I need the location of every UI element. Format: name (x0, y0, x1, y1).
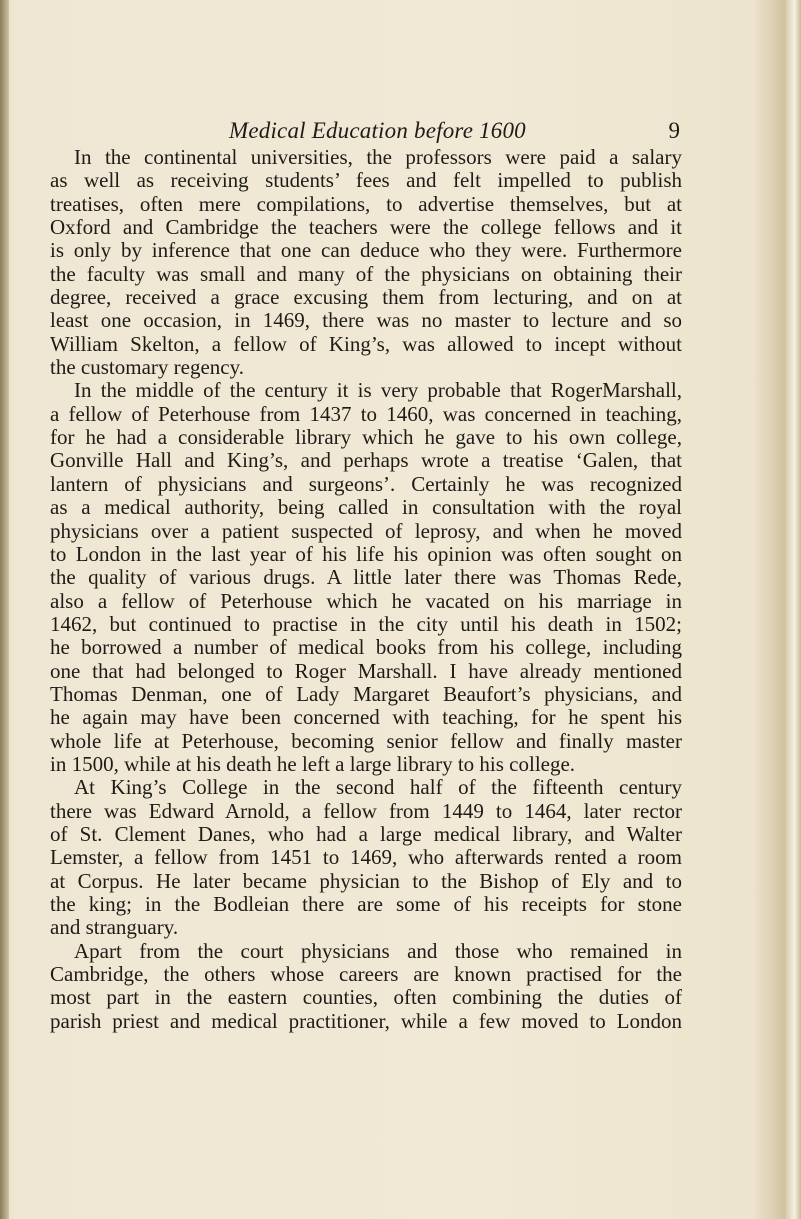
text-line: Cambridge, the others whose careers are known practised for the (50, 962, 682, 987)
text-line: most part in the eastern counties, often combining the duties of (50, 985, 682, 1010)
text-line: the quality of various drugs. A little later there was Thomas Rede, (50, 565, 682, 590)
paragraph (50, 776, 682, 939)
text-line: Apart from the court physicians and those who remained in (74, 938, 682, 963)
text-line: a fellow of Peterhouse from 1437 to 1460, was concerned in teaching, (50, 401, 682, 426)
text-line: At King’s College in the second half of the fifteenth century (74, 775, 682, 800)
text-line: at Corpus. He later became physician to the Bishop of Ely and to (50, 868, 682, 893)
running-head (50, 118, 680, 148)
text-line: In the middle of the century it is very probable that RogerMarshall, (74, 378, 682, 403)
text-line: in 1500, while at his death he left a large library to his college. (50, 751, 576, 776)
text-line: physicians over a patient suspected of leprosy, and when he moved (50, 518, 682, 543)
text-line: is only by inference that one can deduce who they were. Furthermore (50, 238, 682, 263)
text-line: In the continental universities, the professors were paid a salary (74, 145, 682, 169)
text-line: there was Edward Arnold, a fellow from 1449 to 1464, later rector (50, 798, 682, 823)
text-line: Oxford and Cambridge the teachers were the college fellows and it (50, 215, 682, 240)
text-line: parish priest and medical practitioner, while a few moved to London (50, 1008, 682, 1033)
text-line: also a fellow of Peterhouse which he vacated on his marriage in (50, 588, 682, 613)
text-line: to London in the last year of his life his opinion was often sought on (50, 541, 682, 566)
text-line: as well as receiving students’ fees and felt impelled to publish (50, 168, 682, 193)
text-line: Thomas Denman, one of Lady Margaret Beaufort’s physicians, and (50, 681, 682, 706)
text-line: and stranguary. (50, 915, 179, 940)
text-line: he again may have been concerned with teaching, for he spent his (50, 705, 682, 730)
text-line: the faculty was small and many of the physicians on obtaining their (50, 261, 682, 286)
text-line: the king; in the Bodleian there are some of his receipts for stone (50, 892, 682, 916)
text-line: as a medical authority, being called in consultation with the royal (50, 495, 682, 520)
paragraph (50, 940, 682, 1033)
text-line: one that had belonged to Roger Marshall. I have already mentioned (50, 658, 682, 683)
text-line: he borrowed a number of medical books from his college, including (50, 635, 682, 660)
text-line: 1462, but continued to practise in the city until his death in 1502; (50, 611, 682, 636)
text-line: of St. Clement Danes, who had a large medical library, and Walter (50, 821, 682, 846)
text-line: whole life at Peterhouse, becoming senior fellow and finally master (50, 728, 682, 753)
page-number: 9 (668, 118, 680, 143)
text-line: Lemster, a fellow from 1451 to 1469, who afterwards rented a room (50, 845, 682, 870)
text-line: treatises, often mere compilations, to advertise themselves, but at (50, 191, 682, 216)
text-line: William Skelton, a fellow of King’s, was allowed to incept without (50, 331, 682, 356)
text-line: lantern of physicians and surgeons’. Certainly he was recognized (50, 471, 682, 496)
page-left-edge (0, 0, 9, 1219)
text-line: for he had a considerable library which he gave to his own college, (50, 425, 682, 450)
text-line: least one occasion, in 1469, there was no master to lecture and so (50, 308, 682, 333)
text-line: degree, received a grace excusing them from lecturing, and on at (50, 285, 682, 310)
running-head-title: Medical Education before 1600 (229, 118, 526, 143)
paragraph (50, 379, 682, 776)
body-text (50, 146, 682, 1033)
page-right-edge (785, 0, 801, 1219)
text-line: Gonville Hall and King’s, and perhaps wrote a treatise ‘Galen, that (50, 448, 682, 473)
paragraph (50, 146, 682, 379)
text-line: the customary regency. (50, 355, 244, 380)
